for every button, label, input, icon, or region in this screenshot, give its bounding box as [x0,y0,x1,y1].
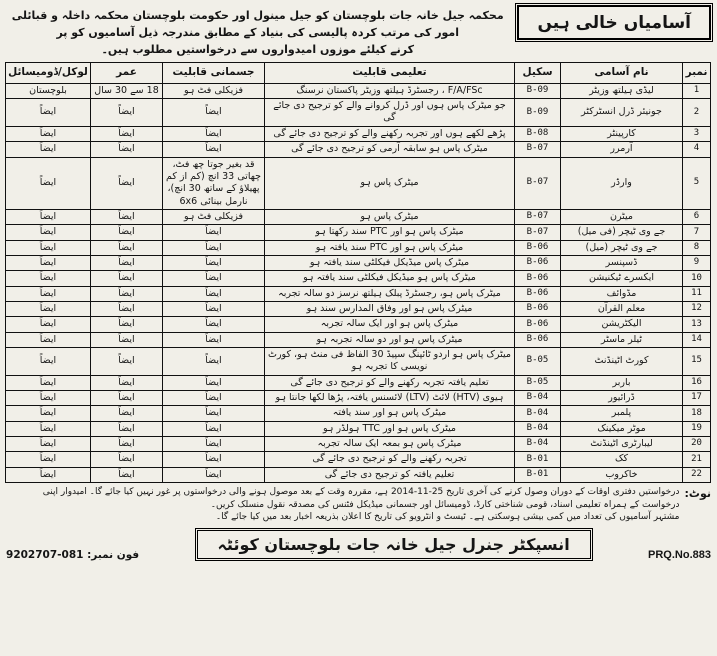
physical-qualification: ایضاً [163,271,265,286]
note-section [6,486,711,524]
physical-qualification: ایضاً [163,126,265,141]
row-number: 9 [683,255,711,270]
domicile: ایضاً [6,437,91,452]
domicile: ایضاً [6,332,91,347]
education-qualification: میٹرک پاس ہو اور PTC سند رکھتا ہو [265,225,515,240]
age-limit: ایضاً [91,255,163,270]
post-name: مڈوائف [561,286,683,301]
table-row [6,157,711,209]
physical-qualification: ایضاً [163,391,265,406]
physical-qualification: فزیکلی فٹ ہو [163,209,265,224]
age-limit: ایضاً [91,406,163,421]
pay-scale: B-08 [515,126,561,141]
post-name: خاکروب [561,467,683,482]
post-name: جونیئر ڈرل انسٹرکٹر [561,99,683,127]
pay-scale: B-04 [515,421,561,436]
age-limit: ایضاً [91,421,163,436]
physical-qualification: ایضاً [163,286,265,301]
education-qualification: میٹرک پاس ہو اور وفاق المدارس سند ہو [265,301,515,316]
pay-scale: B-06 [515,286,561,301]
note-line-1: درخواستیں دفتری اوقات کے دوران وصول کرنے کی آخری تاریخ 25-11-2014 ہے، مقررہ وقت کے بعد موصول ہونے والی درخواستوں پر غور نہیں کیا جائے گا۔ امیدوار اپنی درخواست کے ہمراہ تعلیمی اسناد، قومی شناختی کارڈ، ڈومیسائل اور جسمانی میڈیکل فٹنس کی مصدقہ نقول منسلک کریں۔ [42,487,680,510]
age-limit: ایضاً [91,452,163,467]
row-number: 17 [683,391,711,406]
age-limit: ایضاً [91,209,163,224]
table-row [6,452,711,467]
age-limit: ایضاً [91,240,163,255]
header-scale: سکیل [515,63,561,84]
age-limit: ایضاً [91,301,163,316]
physical-qualification: ایضاً [163,332,265,347]
post-name: موٹر میکینک [561,421,683,436]
ad-header [6,5,711,58]
age-limit: ایضاً [91,347,163,375]
intro-line-1: محکمہ جیل خانہ جات بلوچستان کو جیل مینول اور حکومت بلوچستان محکمہ داخلہ و قبائلی امور کی مرتب کردہ پالیسی کی بنیاد کے مطابق مندرجہ ذیل آسامیوں کو پر [11,9,504,40]
education-qualification: میٹرک پاس ہو [265,209,515,224]
pay-scale: B-06 [515,255,561,270]
education-qualification: میٹرک پاس ہو اور PTC سند یافتہ ہو [265,240,515,255]
age-limit: ایضاً [91,126,163,141]
education-qualification: میٹرک پاس ہو اور سند یافتہ [265,406,515,421]
post-name: آرمرر [561,142,683,157]
pay-scale: B-04 [515,437,561,452]
row-number: 8 [683,240,711,255]
age-limit: ایضاً [91,286,163,301]
domicile: ایضاً [6,406,91,421]
post-name: جے وی ٹیچر (فی میل) [561,225,683,240]
table-header [6,63,711,84]
post-name: لیڈی ہیلتھ وزیٹر [561,83,683,98]
ad-title: آسامیاں خالی ہیں [517,5,711,40]
table-row [6,255,711,270]
domicile: ایضاً [6,467,91,482]
row-number: 14 [683,332,711,347]
table-row [6,406,711,421]
header-post: نام آسامی [561,63,683,84]
row-number: 2 [683,99,711,127]
domicile: ایضاً [6,375,91,390]
post-name: کک [561,452,683,467]
table-row [6,286,711,301]
physical-qualification: ایضاً [163,301,265,316]
note-line-2: مشتہر آسامیوں کی تعداد میں کمی بیشی ہوسکتی ہے۔ ٹیسٹ و انٹرویو کی تاریخ کا اعلان بذریعہ اخبار بعد میں کیا جائے گا۔ [215,512,680,523]
physical-qualification: ایضاً [163,240,265,255]
post-name: ٹیلر ماسٹر [561,332,683,347]
domicile: ایضاً [6,126,91,141]
pay-scale: B-01 [515,452,561,467]
domicile: ایضاً [6,452,91,467]
domicile: ایضاً [6,301,91,316]
physical-qualification: ایضاً [163,347,265,375]
physical-qualification: ایضاً [163,375,265,390]
prq-reference: PRQ.No.883 [648,548,711,561]
education-qualification: میٹرک پاس ہو میڈیکل فیکلٹی سند یافتہ ہو [265,271,515,286]
table-row [6,375,711,390]
domicile: ایضاً [6,209,91,224]
row-number: 4 [683,142,711,157]
domicile: بلوچستان [6,83,91,98]
vacancies-table [5,62,711,483]
table-row [6,317,711,332]
pay-scale: B-06 [515,332,561,347]
row-number: 22 [683,467,711,482]
pay-scale: B-07 [515,209,561,224]
row-number: 11 [683,286,711,301]
table-row [6,271,711,286]
row-number: 18 [683,406,711,421]
row-number: 5 [683,157,711,209]
domicile: ایضاً [6,391,91,406]
row-number: 15 [683,347,711,375]
age-limit: ایضاً [91,157,163,209]
physical-qualification: ایضاً [163,317,265,332]
post-name: جے وی ٹیچر (میل) [561,240,683,255]
education-qualification: جو میٹرک پاس ہوں اور ڈرل کروانے والے کو ترجیح دی جائے گی [265,99,515,127]
signature-box: انسپکٹر جنرل جیل خانہ جات بلوچستان کوئٹہ [195,528,593,561]
row-number: 7 [683,225,711,240]
education-qualification: تعلیم یافتہ تجربہ رکھنے والے کو ترجیح دی جائے گی [265,375,515,390]
row-number: 21 [683,452,711,467]
row-number: 16 [683,375,711,390]
education-qualification: میٹرک پاس ہو [265,157,515,209]
education-qualification: میٹرک پاس ہو سابقہ آرمی کو ترجیح دی جائے گی [265,142,515,157]
row-number: 12 [683,301,711,316]
row-number: 19 [683,421,711,436]
table-row [6,225,711,240]
pay-scale: B-07 [515,157,561,209]
table-row [6,142,711,157]
table-body [6,83,711,482]
post-name: معلم القرآن [561,301,683,316]
pay-scale: B-06 [515,317,561,332]
domicile: ایضاً [6,271,91,286]
pay-scale: B-06 [515,240,561,255]
phone-number: فون نمبر: 081-9202707 [6,548,140,561]
post-name: وارڈر [561,157,683,209]
age-limit: ایضاً [91,99,163,127]
ad-footer [6,528,711,561]
post-name: پلمبر [561,406,683,421]
physical-qualification: ایضاً [163,225,265,240]
domicile: ایضاً [6,317,91,332]
education-qualification: میٹرک پاس ہو اور ایک سالہ تجربہ [265,317,515,332]
table-row [6,99,711,127]
table-row [6,209,711,224]
education-qualification: میٹرک پاس ہو اردو ٹائپنگ سپیڈ 30 الفاظ فی منٹ ہو، کورٹ نویسی کا تجربہ ہو [265,347,515,375]
age-limit: ایضاً [91,332,163,347]
age-limit: ایضاً [91,467,163,482]
post-name: کارپینٹر [561,126,683,141]
table-row [6,126,711,141]
header-number: نمبر [683,63,711,84]
pay-scale: B-05 [515,375,561,390]
physical-qualification: ایضاً [163,421,265,436]
education-qualification: میٹرک پاس میڈیکل فیکلٹی سند یافتہ ہو [265,255,515,270]
domicile: ایضاً [6,142,91,157]
physical-qualification: ایضاً [163,255,265,270]
domicile: ایضاً [6,421,91,436]
age-limit: ایضاً [91,271,163,286]
age-limit: ایضاً [91,142,163,157]
pay-scale: B-01 [515,467,561,482]
row-number: 13 [683,317,711,332]
intro-text [6,5,509,58]
domicile: ایضاً [6,99,91,127]
education-qualification: میٹرک پاس ہو بمعہ ایک سالہ تجربہ [265,437,515,452]
note-label: نوٹ: [684,487,711,501]
physical-qualification: ایضاً [163,99,265,127]
domicile: ایضاً [6,157,91,209]
age-limit: ایضاً [91,225,163,240]
age-limit: ایضاً [91,391,163,406]
pay-scale: B-05 [515,347,561,375]
pay-scale: B-09 [515,99,561,127]
age-limit: ایضاً [91,437,163,452]
education-qualification: ہیوی (HTV) لائٹ (LTV) لائسنس یافتہ، پڑھا لکھا جانتا ہو [265,391,515,406]
header-row [6,63,711,84]
post-name: لیبارٹری اٹینڈنٹ [561,437,683,452]
education-qualification: F/A/FSc ، رجسٹرڈ ہیلتھ وزیٹر پاکستان نرسنگ [265,83,515,98]
physical-qualification: قد بغیر جوتا چھ فٹ، چھاتی 33 انچ (کم از کم پھیلاؤ کے ساتھ 30 انچ)، نارمل بینائی 6x6 [163,157,265,209]
domicile: ایضاً [6,240,91,255]
table-row [6,347,711,375]
row-number: 3 [683,126,711,141]
intro-line-2: کرنے کیلئے موزوں امیدواروں سے درخواستیں مطلوب ہیں۔ [101,43,415,57]
header-physical: جسمانی قابلیت [163,63,265,84]
age-limit: ایضاً [91,317,163,332]
physical-qualification: ایضاً [163,467,265,482]
physical-qualification: ایضاً [163,406,265,421]
header-domicile: لوکل/ڈومیسائل [6,63,91,84]
header-age: عمر [91,63,163,84]
post-name: باربر [561,375,683,390]
row-number: 6 [683,209,711,224]
table-row [6,437,711,452]
table-row [6,467,711,482]
age-limit: 18 سے 30 سال [91,83,163,98]
physical-qualification: فزیکلی فٹ ہو [163,83,265,98]
table-row [6,83,711,98]
table-row [6,391,711,406]
post-name: ڈرائیور [561,391,683,406]
table-row [6,332,711,347]
note-text [6,486,680,524]
row-number: 20 [683,437,711,452]
physical-qualification: ایضاً [163,142,265,157]
age-limit: ایضاً [91,375,163,390]
education-qualification: تعلیم یافتہ کو ترجیح دی جائے گی [265,467,515,482]
post-name: ایکسرے ٹیکنیشن [561,271,683,286]
physical-qualification: ایضاً [163,452,265,467]
domicile: ایضاً [6,225,91,240]
education-qualification: پڑھے لکھے ہوں اور تجربہ رکھنے والے کو ترجیح دی جائے گی [265,126,515,141]
pay-scale: B-04 [515,391,561,406]
pay-scale: B-07 [515,142,561,157]
header-education: تعلیمی قابلیت [265,63,515,84]
row-number: 1 [683,83,711,98]
education-qualification: میٹرک پاس ہو اور TTC ہولڈر ہو [265,421,515,436]
post-name: ڈسپنسر [561,255,683,270]
row-number: 10 [683,271,711,286]
domicile: ایضاً [6,255,91,270]
post-name: میٹرن [561,209,683,224]
pay-scale: B-04 [515,406,561,421]
domicile: ایضاً [6,286,91,301]
physical-qualification: ایضاً [163,437,265,452]
table-row [6,240,711,255]
education-qualification: میٹرک پاس ہو، رجسٹرڈ پبلک ہیلتھ نرسز دو سالہ تجربہ [265,286,515,301]
domicile: ایضاً [6,347,91,375]
table-row [6,421,711,436]
pay-scale: B-09 [515,83,561,98]
education-qualification: تجربہ رکھنے والے کو ترجیح دی جائے گی [265,452,515,467]
pay-scale: B-07 [515,225,561,240]
education-qualification: میٹرک پاس ہو اور دو سالہ تجربہ ہو [265,332,515,347]
pay-scale: B-06 [515,301,561,316]
table-row [6,301,711,316]
post-name: کورٹ اٹینڈنٹ [561,347,683,375]
pay-scale: B-06 [515,271,561,286]
post-name: الیکٹریشن [561,317,683,332]
